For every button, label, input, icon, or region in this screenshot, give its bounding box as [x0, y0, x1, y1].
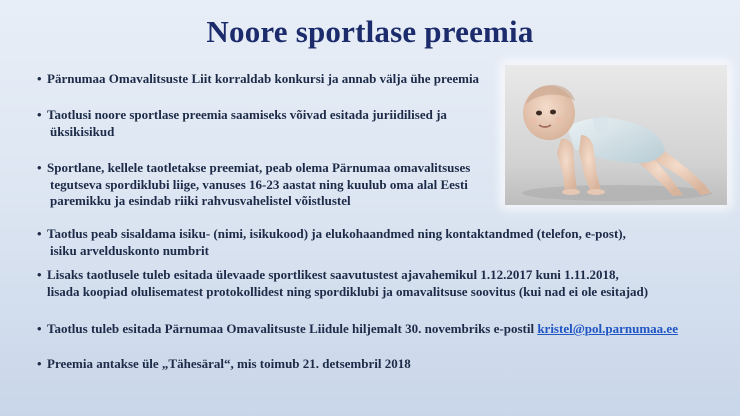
bullet-text: Pärnumaa Omavalitsuste Liit korraldab konkursi ja annab välja ühe preemia — [47, 71, 480, 86]
email-link[interactable]: kristel@pol.parnumaa.ee — [537, 321, 678, 336]
bullet-dot: • — [37, 267, 42, 282]
bullet-text: üksikisikud — [50, 123, 115, 139]
bullet-text: lisada koopiad olulisematest protokollidest ning spordiklubi ja omavalitsuse soovitus (kui nad ei ole esitajad) — [47, 283, 649, 299]
slide-title: Noore sportlase preemia — [206, 14, 534, 49]
bullet-dot: • — [37, 160, 42, 175]
bullet-item — [37, 356, 411, 373]
baby-pushup-photo — [505, 65, 727, 205]
bullet-text: paremikku ja esindab riiki rahvusvahelistel võistlustel — [50, 193, 351, 208]
bullet-text: Sportlane, kellele taotletakse preemiat, peab olema Pärnumaa omavalitsuses — [47, 160, 471, 175]
bullet-text: Preemia antakse üle „Tähesäral“, mis toimub 21. detsembril 2018 — [47, 356, 411, 371]
bullet-text: Taotlus tuleb esitada Pärnumaa Omavalitsuste Liidule hiljemalt 30. novembriks e-postil — [47, 321, 538, 336]
bullet-item — [37, 107, 447, 140]
bullet-dot: • — [37, 356, 42, 371]
bullet-text: isiku arvelduskonto numbrit — [50, 242, 209, 258]
bullet-text: Lisaks taotlusele tuleb esitada ülevaade sportlikest saavutustest ajavahemikul 1.12.2017 kuni 1.11.2018, — [47, 267, 619, 282]
bullet-text: Taotlus peab sisaldama isiku- (nimi, isikukood) ja elukohaandmed ning kontaktandmed (telefon, e-post), — [47, 226, 626, 241]
bullet-dot: • — [37, 226, 42, 241]
bullet-item — [37, 226, 626, 259]
bullet-item — [37, 160, 470, 210]
bullet-item — [37, 71, 479, 88]
bullet-dot: • — [37, 107, 42, 122]
bullet-item — [37, 267, 648, 300]
bullet-text: Taotlusi noore sportlase preemia saamiseks võivad esitada juriidilised ja — [47, 107, 447, 122]
bullet-dot: • — [37, 71, 42, 86]
bullet-dot: • — [37, 321, 42, 336]
bullet-item — [37, 321, 678, 338]
bullet-text: tegutseva spordiklubi liige, vanuses 16-23 aastat ning kuulub oma alal Eesti — [50, 176, 468, 192]
